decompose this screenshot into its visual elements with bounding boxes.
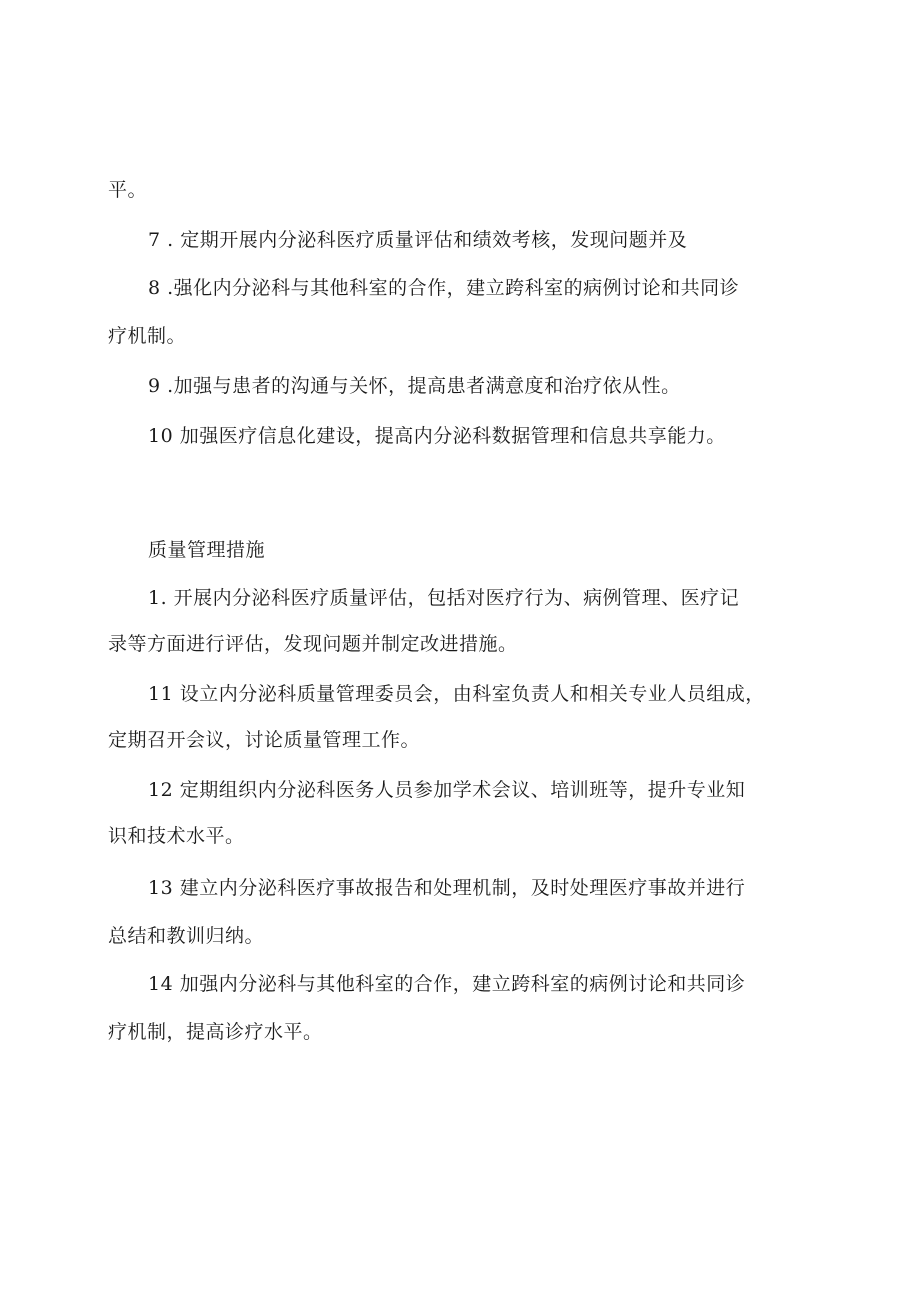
list-item-8: 8 .强化内分泌科与其他科室的合作，建立跨科室的病例讨论和共同诊 (148, 277, 740, 299)
list-item-14: 14 加强内分泌科与其他科室的合作，建立跨科室的病例讨论和共同诊 (148, 973, 746, 995)
section-heading: 质量管理措施 (148, 539, 266, 561)
text-line-continuation: 平。 (108, 179, 148, 201)
list-item-11-continuation: 定期召开会议，讨论质量管理工作。 (108, 729, 421, 751)
list-item-12-continuation: 识和技术水平。 (108, 825, 245, 847)
list-item-11: 11 设立内分泌科质量管理委员会，由科室负责人和相关专业人员组成， (148, 683, 765, 705)
list-item-14-continuation: 疗机制，提高诊疗水平。 (108, 1021, 323, 1043)
list-item-1-continuation: 录等方面进行评估，发现问题并制定改进措施。 (108, 633, 518, 655)
list-item-9: 9 .加强与患者的沟通与关怀，提高患者满意度和治疗依从性。 (148, 375, 681, 397)
list-item-1: 1. 开展内分泌科医疗质量评估，包括对医疗行为、病例管理、医疗记 (148, 587, 740, 609)
list-item-12: 12 定期组织内分泌科医务人员参加学术会议、培训班等，提升专业知 (148, 779, 746, 801)
list-item-13: 13 建立内分泌科医疗事故报告和处理机制，及时处理医疗事故并进行 (148, 877, 746, 899)
list-item-7: 7 . 定期开展内分泌科医疗质量评估和绩效考核，发现问题并及 (148, 229, 688, 251)
list-item-8-continuation: 疗机制。 (108, 325, 187, 347)
list-item-13-continuation: 总结和教训归纳。 (108, 925, 265, 947)
list-item-10: 10 加强医疗信息化建设，提高内分泌科数据管理和信息共享能力。 (148, 425, 726, 447)
